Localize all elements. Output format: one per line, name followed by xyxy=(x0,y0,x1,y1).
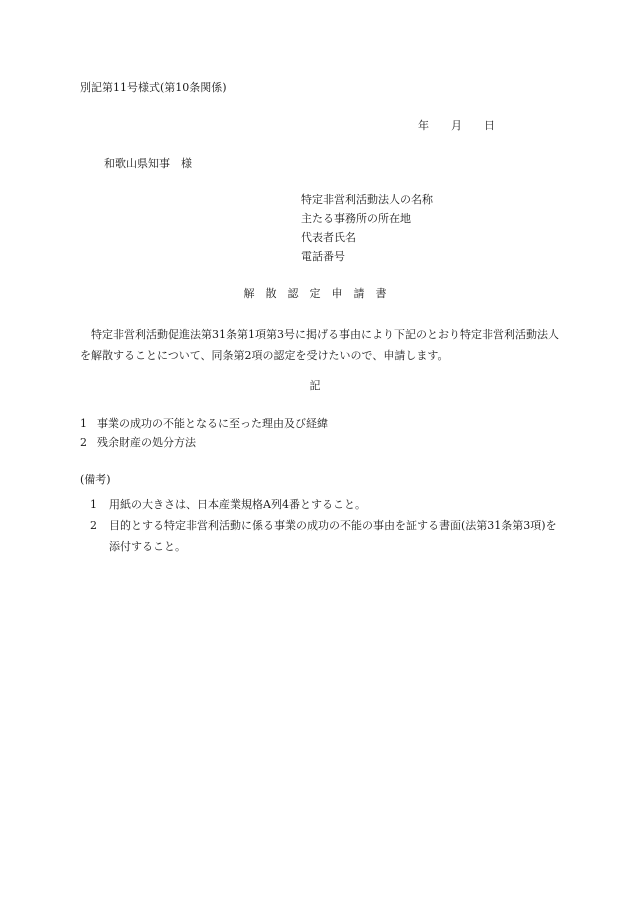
document-title: 解散認定申請書 xyxy=(243,287,398,300)
date-month-label: 月 xyxy=(451,119,462,132)
application-body: 特定非営利活動促進法第31条第1項第3号に掲げる事由により下記のとおり特定非営利活動法人を解散することについて、同条第2項の認定を受けたいので、申請します。 xyxy=(80,328,559,362)
applicant-fields xyxy=(301,194,433,270)
applicant-field-phone: 電話番号 xyxy=(301,250,345,263)
list-item xyxy=(80,437,328,456)
note-item xyxy=(90,494,560,515)
applicant-field-office-address: 主たる事務所の所在地 xyxy=(301,212,411,225)
items-list xyxy=(80,418,328,456)
date-line xyxy=(418,120,495,131)
date-year-label: 年 xyxy=(418,119,429,132)
item-number: 2 xyxy=(80,436,87,449)
note-number: 1 xyxy=(90,498,97,511)
note-text: 用紙の大きさは、日本産業規格A列4番とすること。 xyxy=(109,498,366,511)
notes-heading: (備考) xyxy=(80,473,111,486)
item-text: 事業の成功の不能となるに至った理由及び経緯 xyxy=(97,417,328,430)
note-text: 目的とする特定非営利活動に係る事業の成功の不能の事由を証する書面(法第31条第3項)を添付すること。 xyxy=(109,519,557,553)
applicant-field-corporation-name: 特定非営利活動法人の名称 xyxy=(301,193,433,206)
note-item xyxy=(90,515,560,557)
date-day-label: 日 xyxy=(484,119,495,132)
item-text: 残余財産の処分方法 xyxy=(97,436,196,449)
list-item xyxy=(80,418,328,437)
note-number: 2 xyxy=(90,519,97,532)
ki-heading: 記 xyxy=(309,379,321,392)
applicant-field-representative: 代表者氏名 xyxy=(301,231,356,244)
addressee: 和歌山県知事 様 xyxy=(104,157,192,170)
form-number: 別記第11号様式(第10条関係) xyxy=(80,81,227,94)
notes-list xyxy=(90,494,560,557)
item-number: 1 xyxy=(80,417,87,430)
